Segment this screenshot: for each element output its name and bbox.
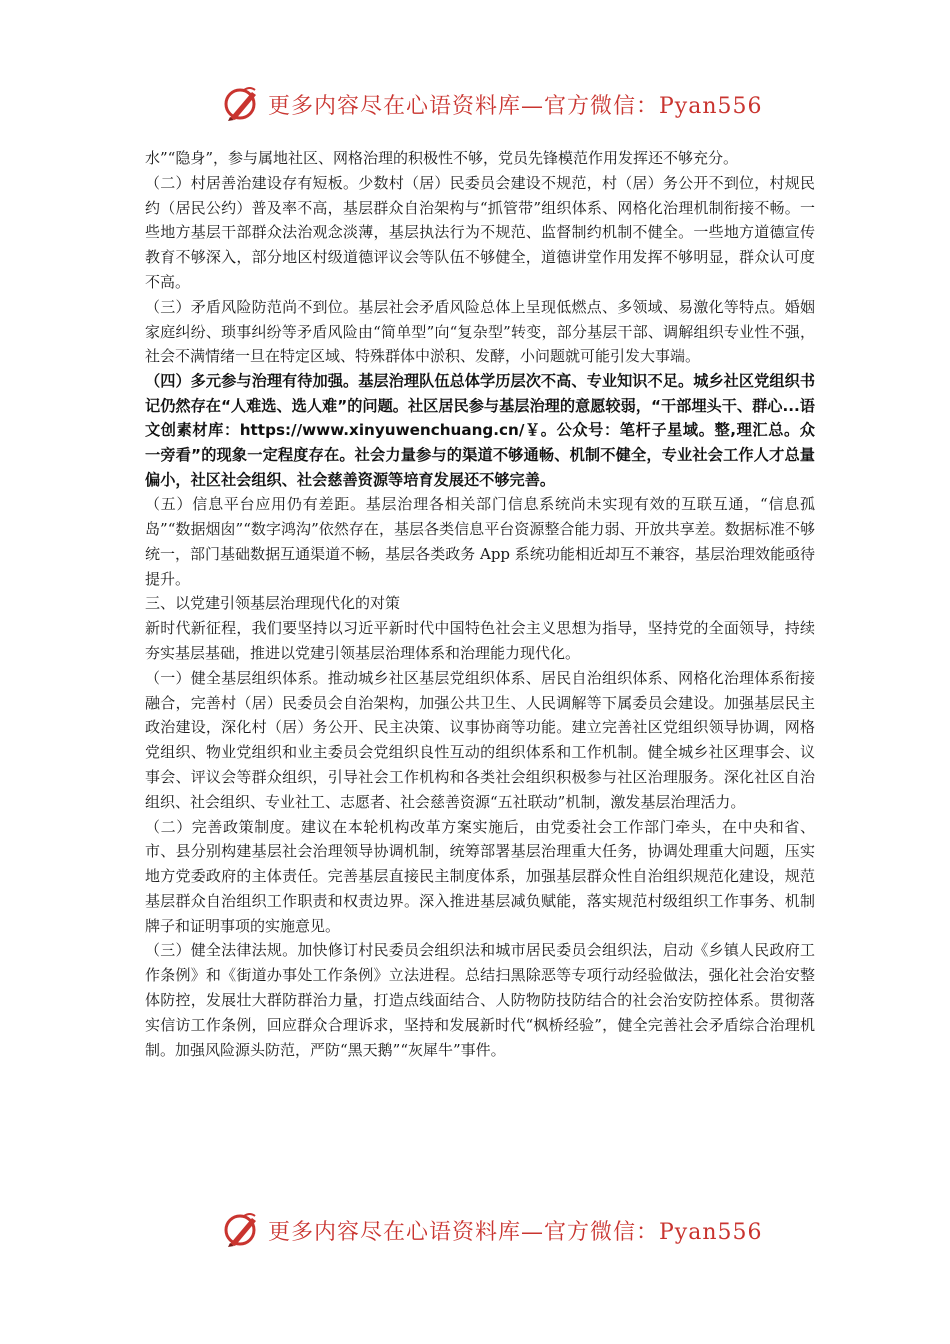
paragraph-8: （一）健全基层组织体系。推动城乡社区基层党组织体系、居民自治组织体系、网格化治理体系衔接融合，完善村（居）民委员会自治架构，加强公共卫生、人民调解等下属委员会建设。加强基层民主政治建设，深化村（居）务公开、民主决策、议事协商等功能。建立完善社区党组织领导协调，网格党组织、物业党组织和业主委员会党组织良性互动的组织体系和工作机制。健全城乡社区理事会、议事会、评议会等群众组织，引导社会工作机构和各类社会组织积极参与社区治理服务。深化社区自治组织、社会组织、专业社工、志愿者、社会慈善资源“五社联动”机制，激发基层治理活力。 xyxy=(145,668,815,811)
header-banner-text: 更多内容尽在心语资料库—官方微信：Pyan556 xyxy=(268,93,763,119)
paragraph-3: （三）矛盾风险防范尚不到位。基层社会矛盾风险总体上呈现低燃点、多领域、易激化等特点。婚姻家庭纠纷、琐事纠纷等矛盾风险由“简单型”向“复杂型”转变，部分基层干部、调解组织专业性不强，社会不满情绪一旦在特定区域、特殊群体中淤积、发酵，小问题就可能引发大事端。 xyxy=(145,297,815,366)
paragraph-1: 水”“隐身”，参与属地社区、网格治理的积极性不够，党员先锋模范作用发挥还不够充分。 xyxy=(145,149,739,167)
paragraph-2: （二）村居善治建设存有短板。少数村（居）民委员会建设不规范，村（居）务公开不到位，村规民约（居民公约）普及率不高，基层群众自治架构与“抓管带”组织体系、网格化治理机制衔接不畅。一些地方基层干部群众法治观念淡薄，基层执法行为不规范、监督制约机制不健全。一些地方道德宣传教育不够深入，部分地区村级道德评议会等队伍不够健全，道德讲堂作用发挥不够明显，群众认可度不高。 xyxy=(145,173,815,291)
paragraph-4-bold: （四）多元参与治理有待加强。基层治理队伍总体学历层次不高、专业知识不足。城乡社区党组织书记仍然存在“人难选、选人难”的问题。社区居民参与基层治理的意愿较弱，“干部埋头干、群心...语文创素材库：https://www.xinyuwenchuang.cn/￥。公众号：笔杆子星域。整,理汇总。众一旁看”的现象一定程度存在。社会力量参与的渠道不够通畅、机制不健全，专业社会工作人才总量偏小，社区社会组织、社会慈善资源等培育发展还不够完善。 xyxy=(145,372,815,489)
paragraph-10: （三）健全法律法规。加快修订村民委员会组织法和城市居民委员会组织法，启动《乡镇人民政府工作条例》和《街道办事处工作条例》立法进程。总结扫黑除恶等专项行动经验做法，强化社会治安整体防控，发展壮大群防群治力量，打造点线面结合、人防物防技防结合的社会治安防控体系。贯彻落实信访工作条例，回应群众合理诉求，坚持和发展新时代“枫桥经验”，健全完善社会矛盾综合治理机制。加强风险源头防范，严防“黑天鹅”“灰犀牛”事件。 xyxy=(145,941,815,1059)
pen-logo-icon xyxy=(222,1210,262,1250)
footer-banner-text: 更多内容尽在心语资料库—官方微信：Pyan556 xyxy=(268,1219,763,1245)
section-heading: 三、以党建引领基层治理现代化的对策 xyxy=(145,594,401,613)
paragraph-9: （二）完善政策制度。建议在本轮机构改革方案实施后，由党委社会工作部门牵头，在中央和省、市、县分别构建基层社会治理领导协调机制，统筹部署基层治理重大任务，协调处理重大问题，压实地方党委政府的主体责任。完善基层直接民主制度体系，加强基层群众性自治组织规范化建设，规范基层群众自治组织工作职责和权责边界。深入推进基层减负赋能，落实规范村级组织工作事务、机制牌子和证明事项的实施意见。 xyxy=(145,817,815,935)
paragraph-7: 新时代新征程，我们要坚持以习近平新时代中国特色社会主义思想为指导，坚持党的全面领导，持续夯实基层基础，推进以党建引领基层治理体系和治理能力现代化。 xyxy=(145,619,815,662)
header-banner xyxy=(222,82,763,126)
footer-banner xyxy=(222,1208,763,1252)
document-body xyxy=(145,146,815,1062)
pen-logo-icon xyxy=(222,84,262,124)
paragraph-5: （五）信息平台应用仍有差距。基层治理各相关部门信息系统尚未实现有效的互联互通，“信息孤岛”“数据烟囱”“数字鸿沟”依然存在，基层各类信息平台资源整合能力弱、开放共享差。数据标准不够统一，部门基础数据互通渠道不畅，基层各类政务 App 系统功能相近却互不兼容，基层治理效能亟待提升。 xyxy=(145,495,815,588)
